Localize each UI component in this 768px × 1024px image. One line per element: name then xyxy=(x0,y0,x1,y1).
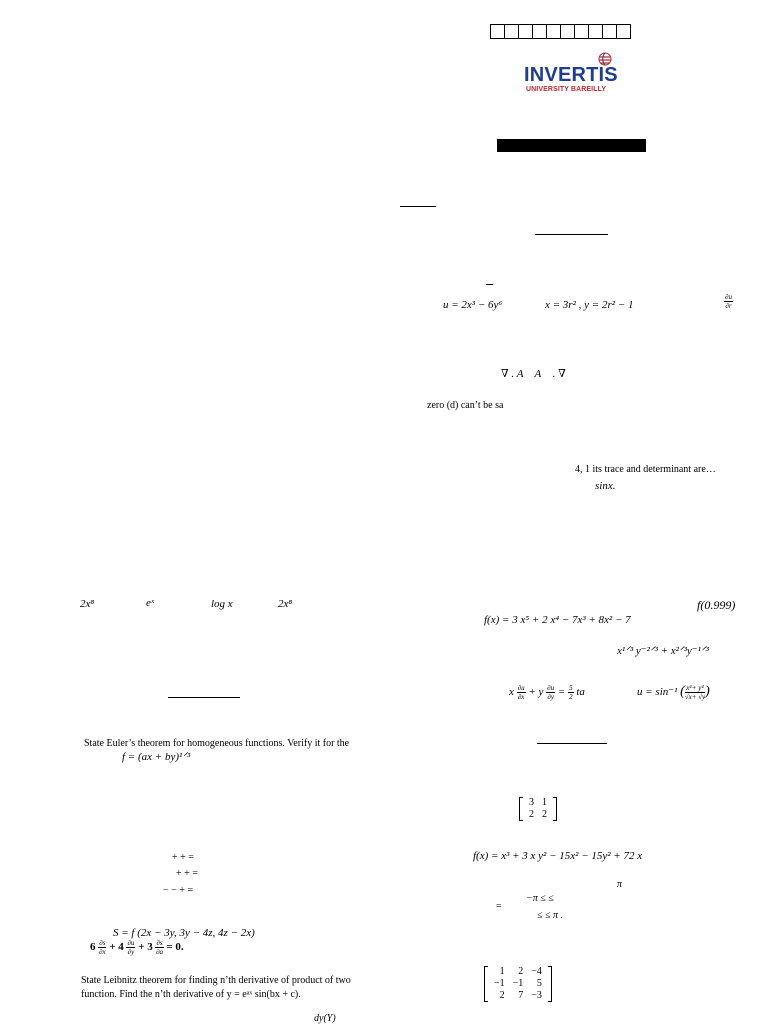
ds-num: ∂s xyxy=(99,939,106,947)
matrix-cell: 2 xyxy=(542,809,547,820)
roll-box xyxy=(616,24,631,39)
leibnitz-line-1: State Leibnitz theorem for finding n’th derivative of product of two xyxy=(81,975,351,986)
dx-den: ∂x xyxy=(99,948,106,956)
ds-num-2: ∂s xyxy=(156,939,163,947)
two-den: 2 xyxy=(569,693,573,701)
system-row-3: − − + = xyxy=(163,885,194,896)
sin-num: x⁴+ y⁴ xyxy=(686,684,704,692)
du-num: ∂u xyxy=(127,939,135,947)
pi-symbol: π xyxy=(617,879,623,890)
dy-den: ∂y xyxy=(547,693,554,701)
matrix-cell: 1 xyxy=(542,797,547,808)
footer-fragment: dy(Y) xyxy=(314,1013,336,1024)
roll-number-boxes xyxy=(491,24,631,39)
leibnitz-line-2: function. Find the n’th derivative of y = eᵃˣ sin(bx + c). xyxy=(81,989,301,1000)
matrix-cell: 2 xyxy=(529,809,534,820)
logo-name: INVERTIS xyxy=(524,64,618,86)
da-den: ∂a xyxy=(156,948,164,956)
s-function: S = f (2x − 3y, 3y − 4z, 4z − 2x) xyxy=(113,927,255,939)
plus-3: + 3 xyxy=(138,941,153,954)
option-c: log x xyxy=(211,598,233,610)
u-sin-label: u = sin⁻¹ xyxy=(637,686,678,699)
vector-expression: ∇ . A⃗ A⃗ . ∇ xyxy=(501,368,566,380)
euler-function: f = (ax + by)¹ᐟ³ xyxy=(122,751,191,763)
section-rule xyxy=(537,743,607,744)
du-numerator: ∂u xyxy=(725,292,732,301)
roll-box xyxy=(490,24,505,39)
matrix-cell: 5 xyxy=(536,978,542,989)
du-num: ∂u xyxy=(517,684,525,692)
f-target: f(0.999) xyxy=(697,598,736,612)
range-line-2: ≤ ≤ π . xyxy=(537,910,563,921)
plus-4: + 4 xyxy=(109,941,124,954)
roll-box xyxy=(532,24,547,39)
matrix-cell: 2 xyxy=(518,966,524,977)
tan-term: ta xyxy=(576,686,585,699)
system-row-2: + + = xyxy=(176,868,198,879)
matrix-cell: 2 xyxy=(499,990,505,1001)
six-coef: 6 xyxy=(90,941,96,954)
u-sin-inverse: u = sin⁻¹ ( $\frac{\text{x⁴+ y⁴}}{√x+ √y}$ ) xyxy=(637,684,710,701)
extrema-equals: = xyxy=(496,901,502,912)
matrix-cell: −1 xyxy=(512,978,524,989)
matrix-bracket-right xyxy=(548,966,552,1002)
matrix-cell: −1 xyxy=(494,978,505,989)
matrix-cell: 1 xyxy=(499,966,505,977)
five-num: 5 xyxy=(569,684,573,692)
euler-verify-equation xyxy=(509,684,585,701)
matrix-cell: −4 xyxy=(531,966,542,977)
roll-box xyxy=(588,24,603,39)
option-a: 2x⁸ xyxy=(80,598,95,610)
option-b: eˣ xyxy=(146,597,154,609)
du-num-2: ∂u xyxy=(547,684,555,692)
plus-y-term: + y xyxy=(528,686,544,699)
logo-subtitle: UNIVERSITY BAREILLY xyxy=(526,86,607,93)
trace-determinant-text: 4, 1 its trace and determinant are… xyxy=(575,464,716,475)
euler-statement: State Euler’s theorem for homogeneous functions. Verify it for the xyxy=(84,738,350,749)
power-expression: x¹ᐟ³ y⁻²ᐟ³ + x²ᐟ³y⁻¹ᐟ³ xyxy=(617,645,709,657)
equals-zero: = 0. xyxy=(166,941,184,954)
option-text: zero (d) can’t be sa xyxy=(427,400,504,411)
dx-den: ∂x xyxy=(517,693,525,701)
roll-box xyxy=(504,24,519,39)
matrix-3x3-body xyxy=(488,966,548,1002)
range-line-1: −π ≤ ≤ xyxy=(526,893,554,904)
section-rule xyxy=(168,697,240,698)
s-pde xyxy=(90,939,184,956)
section-rule xyxy=(486,284,493,285)
matrix-bracket-right xyxy=(553,797,557,821)
matrix-cell: −3 xyxy=(531,990,542,1001)
system-row-1: + + = xyxy=(172,852,194,863)
f-polynomial: f(x) = 3 x⁵ + 2 x⁴ − 7x³ + 8x² − 7 xyxy=(484,614,631,626)
option-d: 2x⁸ xyxy=(278,598,293,610)
roll-box xyxy=(602,24,617,39)
section-rule xyxy=(535,234,608,235)
roll-box xyxy=(560,24,575,39)
du-dr-fraction xyxy=(724,292,733,310)
matrix-cell: 7 xyxy=(518,990,524,1001)
roll-box xyxy=(574,24,589,39)
u-expression: u = 2x³ − 6y⁶ xyxy=(443,299,503,311)
matrix-3x3 xyxy=(484,966,552,1002)
x-term: x xyxy=(509,686,514,699)
section-rule xyxy=(400,206,436,207)
roll-box xyxy=(546,24,561,39)
extrema-function: f(x) = x³ + 3 x y² − 15x² − 15y² + 72 x xyxy=(473,850,643,862)
matrix-2x2 xyxy=(519,797,557,821)
sin-den: √x+ √y xyxy=(684,693,706,701)
matrix-cell: 3 xyxy=(529,797,534,808)
matrix-2x2-body xyxy=(523,797,553,821)
dy-den: ∂y xyxy=(127,948,135,956)
university-logo xyxy=(524,52,624,97)
equals-sign: = xyxy=(557,686,566,699)
sinx-text: sinx. xyxy=(595,480,616,492)
roll-box xyxy=(518,24,533,39)
title-bar xyxy=(497,139,646,152)
dr-denominator: ∂r xyxy=(725,301,732,310)
xy-expression: x = 3r² , y = 2r² − 1 xyxy=(545,299,634,311)
